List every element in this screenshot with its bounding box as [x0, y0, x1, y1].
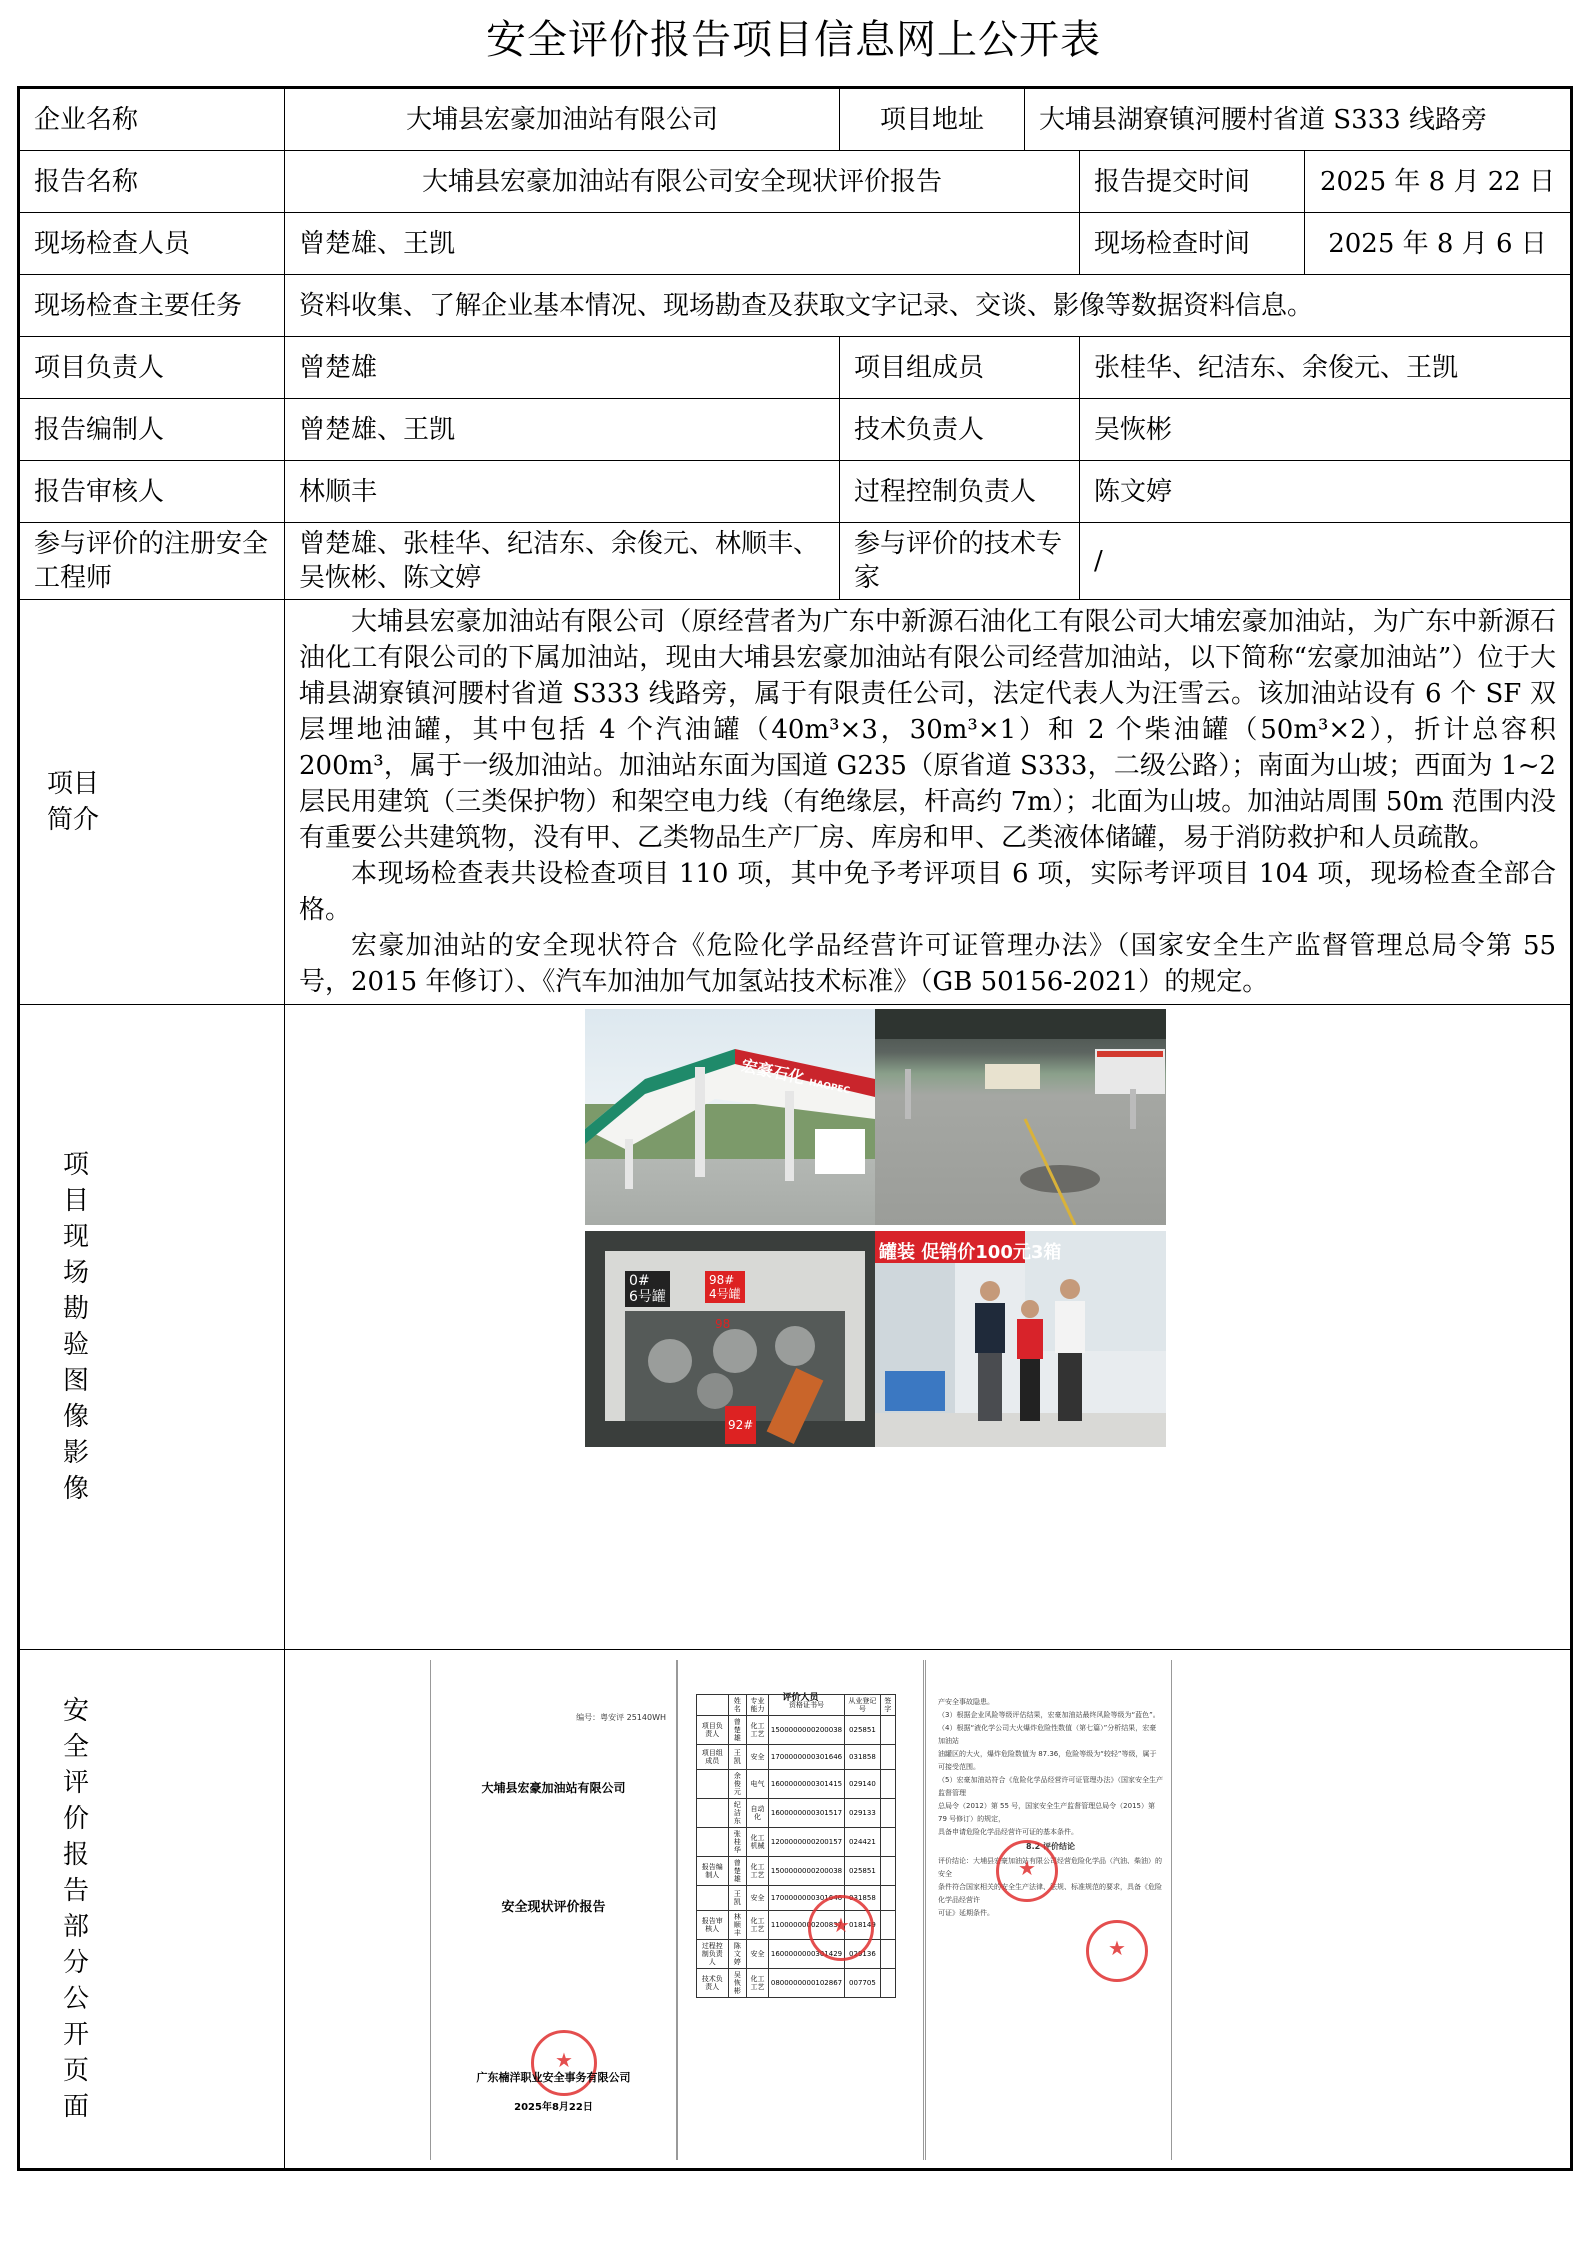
evaluators-cell: 007705: [845, 1969, 881, 1998]
photo-tank-manholes: [585, 1231, 875, 1447]
task-label: 现场检查主要任务: [19, 275, 285, 337]
tech-value: 吴恢彬: [1080, 399, 1572, 461]
evaluators-cell: [880, 1857, 895, 1886]
evaluators-cell: 029133: [845, 1799, 881, 1828]
evaluators-row: [697, 1770, 896, 1799]
evaluators-header-cell: 姓名: [728, 1695, 747, 1716]
evaluators-cell: 031858: [845, 1886, 881, 1911]
page-title: 安全评价报告项目信息网上公开表: [486, 17, 1101, 63]
evaluators-cell: [880, 1940, 895, 1969]
evaluators-cell: [697, 1886, 729, 1911]
evaluators-cell: 1500000000200038: [768, 1857, 844, 1886]
evaluators-header-cell: 签字: [880, 1695, 895, 1716]
address-label: 项目地址: [840, 88, 1025, 151]
evaluators-cell: 1100000000200837: [768, 1911, 844, 1940]
row-inspectors: [19, 213, 1572, 275]
evaluators-cell: [880, 1799, 895, 1828]
evaluators-row: [697, 1857, 896, 1886]
intro-text: [285, 600, 1572, 1005]
evaluators-cell: [880, 1969, 895, 1998]
company-value: 大埔县宏豪加油站有限公司: [285, 88, 840, 151]
cover-issuer: 广东楠洋职业安全事务有限公司: [476, 2071, 631, 2084]
reviewer-value: 林顺丰: [285, 461, 840, 523]
evaluators-cell: 024421: [845, 1828, 881, 1857]
evaluators-cell: 化工工艺: [747, 1857, 769, 1886]
evaluators-cell: 报告编制人: [697, 1857, 729, 1886]
experts-label: 参与评价的技术专家: [840, 523, 1080, 600]
company-label: 企业名称: [19, 88, 285, 151]
evaluators-cell: 电气: [747, 1770, 769, 1799]
evaluators-cell: 曾楚雄: [728, 1857, 747, 1886]
evaluators-cell: 项目负责人: [697, 1716, 729, 1745]
evaluators-cell: 025851: [845, 1716, 881, 1745]
evaluators-cell: [880, 1716, 895, 1745]
evaluators-row: [697, 1799, 896, 1828]
intro-paragraph-2: 本现场检查表共设检查项目 110 项，其中免予考评项目 6 项，实际考评项目 104 项，现场检查全部合格。: [299, 859, 1557, 925]
report-pages-cell: [285, 1650, 1572, 2170]
conclusion-line: 可证》延期条件。: [938, 1909, 994, 1917]
tank-label-92: 92#: [725, 1406, 756, 1444]
engineers-label: 参与评价的注册安全工程师: [19, 523, 285, 600]
row-photos: [19, 1005, 1572, 1650]
task-value: 资料收集、了解企业基本情况、现场勘查及获取文字记录、交谈、影像等数据资料信息。: [285, 275, 1572, 337]
tank-label-0: 0# 6号罐: [625, 1271, 670, 1307]
photos-label: 项目现场勘验图像影像: [19, 1005, 285, 1650]
row-leader: [19, 337, 1572, 399]
cover-company: 大埔县宏豪加油站有限公司: [481, 1781, 626, 1795]
evaluators-cell: 林顺丰: [728, 1911, 747, 1940]
conclusion-line: 产安全事故隐患。: [938, 1698, 994, 1706]
photo-forecourt: [875, 1009, 1166, 1225]
evaluators-cell: 自动化: [747, 1799, 769, 1828]
conclusion-seal-1: [996, 1840, 1058, 1902]
row-company: [19, 88, 1572, 151]
evaluators-cell: 1500000000200038: [768, 1716, 844, 1745]
evaluators-cell: 王 凯: [728, 1886, 747, 1911]
canopy-brand-sign: 宏豪石化 HAOPEC: [739, 1055, 851, 1097]
inspectors-label: 现场检查人员: [19, 213, 285, 275]
photo-convenience-store: [875, 1231, 1166, 1447]
evaluators-cell: 1700000000301646: [768, 1745, 844, 1770]
sign-page-title: 评价人员: [782, 1693, 819, 1703]
leader-value: 曾楚雄: [285, 337, 840, 399]
evaluators-cell: 化工工艺: [747, 1716, 769, 1745]
evaluators-cell: 1600000000301429: [768, 1940, 844, 1969]
evaluators-cell: 安全: [747, 1940, 769, 1969]
evaluators-header-cell: 从业登记号: [845, 1695, 881, 1716]
photos-cell: [285, 1005, 1572, 1650]
evaluators-cell: [880, 1911, 895, 1940]
signature-page-seal: [808, 1895, 874, 1961]
evaluators-row: [697, 1828, 896, 1857]
process-label: 过程控制负责人: [840, 461, 1080, 523]
tank-label-98-b: 98: [715, 1317, 731, 1331]
evaluators-row: [697, 1969, 896, 1998]
row-report-name: [19, 151, 1572, 213]
evaluators-header-cell: [697, 1695, 729, 1716]
evaluators-cell: [697, 1828, 729, 1857]
intro-label: 项目简介: [19, 600, 285, 1005]
tech-label: 技术负责人: [840, 399, 1080, 461]
evaluators-header-row: [697, 1695, 896, 1716]
evaluators-cell: 025851: [845, 1857, 881, 1886]
report-cover-page: [430, 1660, 677, 2160]
evaluators-cell: 1600000000301415: [768, 1770, 844, 1799]
evaluators-cell: 化工机械: [747, 1828, 769, 1857]
evaluators-cell: [880, 1886, 895, 1911]
evaluators-header-cell: 资格证书号: [768, 1695, 844, 1716]
row-reviewer: [19, 461, 1572, 523]
evaluators-cell: 018149: [845, 1911, 881, 1940]
row-task: [19, 275, 1572, 337]
evaluators-cell: 技术负责人: [697, 1969, 729, 1998]
evaluators-cell: 报告审核人: [697, 1911, 729, 1940]
conclusion-heading: 8.2 评价结论: [1026, 1842, 1075, 1851]
intro-paragraph-1: 大埔县宏豪加油站有限公司（原经营者为广东中新源石油化工有限公司大埔宏豪加油站，为广东中新源石油化工有限公司的下属加油站，现由大埔县宏豪加油站有限公司经营加油站，以下简称“宏豪加油站”）位于大埔县湖寮镇河腰村省道 S333 线路旁，属于有限责任公司，法定代表人为汪雪云。该加油站设有 6 个 SF 双层埋地油罐，其中包括 4 个汽油罐（40m³×3，30m³×1）和 2 个柴油罐（50m³×2），折计总容积 200m³，属于一级加油站。加油站东面为国道 G235（原省道 S333，二级公路）；南面为山坡；西面为 1~2 层民用建筑（三类保护物）和架空电力线（有绝缘层，杆高约 7m）；北面为山坡。加油站周围 50m 范围内没有重要公共建筑物，没有甲、乙类物品生产厂房、库房和甲、乙类液体储罐，易于消防救护和人员疏散。: [299, 607, 1557, 853]
evaluators-cell: 王 凯: [728, 1745, 747, 1770]
evaluators-cell: [880, 1745, 895, 1770]
evaluators-cell: [880, 1828, 895, 1857]
inspectors-value: 曾楚雄、王凯: [285, 213, 1080, 275]
experts-value: /: [1080, 523, 1572, 600]
cover-number: 编号：粤安评 25140WH: [576, 1713, 666, 1722]
evaluators-cell: 031858: [845, 1745, 881, 1770]
evaluators-cell: 项目组成员: [697, 1745, 729, 1770]
evaluators-cell: 0800000000102867: [768, 1969, 844, 1998]
evaluators-cell: 安全: [747, 1745, 769, 1770]
info-table: [17, 86, 1573, 2171]
evaluators-cell: 1600000000301517: [768, 1799, 844, 1828]
photo-canopy: [585, 1009, 875, 1225]
report-pages-label: 安全评价报告部分公开页面: [19, 1650, 285, 2170]
evaluators-cell: 曾楚雄: [728, 1716, 747, 1745]
evaluators-cell: 张桂华: [728, 1828, 747, 1857]
evaluators-cell: 1200000000200157: [768, 1828, 844, 1857]
evaluators-cell: [697, 1799, 729, 1828]
process-value: 陈文婷: [1080, 461, 1572, 523]
row-engineers: [19, 523, 1572, 600]
writer-label: 报告编制人: [19, 399, 285, 461]
writer-value: 曾楚雄、王凯: [285, 399, 840, 461]
engineers-value: 曾楚雄、张桂华、纪洁东、余俊元、林顺丰、吴恢彬、陈文婷: [285, 523, 840, 600]
evaluators-cell: 029140: [845, 1770, 881, 1799]
shop-promo-banner: 罐装 促销价100元3箱: [879, 1242, 1062, 1263]
evaluators-header-cell: 专业能力: [747, 1695, 769, 1716]
cover-title: 安全现状评价报告: [501, 1900, 606, 1915]
evaluators-cell: 纪洁东: [728, 1799, 747, 1828]
reviewer-label: 报告审核人: [19, 461, 285, 523]
intro-paragraph-3: 宏豪加油站的安全现状符合《危险化学品经营许可证管理办法》（国家安全生产监督管理总局令第 55 号，2015 年修订）、《汽车加油加气加氢站技术标准》（GB 50156-2021）的规定。: [299, 931, 1557, 997]
report-name-value: 大埔县宏豪加油站有限公司安全现状评价报告: [285, 151, 1080, 213]
evaluators-row: [697, 1716, 896, 1745]
conclusion-line: 评价结论：大埔县宏豪加油站有限公司经营危险化学品（汽油、柴油）的安全: [938, 1857, 1162, 1878]
evaluators-cell: 吴恢彬: [728, 1969, 747, 1998]
row-writer: [19, 399, 1572, 461]
row-intro: [19, 600, 1572, 1005]
evaluators-cell: 过程控制负责人: [697, 1940, 729, 1969]
evaluators-cell: 化工工艺: [747, 1911, 769, 1940]
submit-time-label: 报告提交时间: [1080, 151, 1305, 213]
leader-label: 项目负责人: [19, 337, 285, 399]
evaluators-cell: [880, 1770, 895, 1799]
evaluators-row: [697, 1745, 896, 1770]
conclusion-line: 总局令（2012）第 55 号，国家安全生产监督管理总局令（2015）第 79 号修订）的规定，: [938, 1802, 1155, 1823]
evaluators-cell: 029136: [845, 1940, 881, 1969]
report-name-label: 报告名称: [19, 151, 285, 213]
members-value: 张桂华、纪洁东、余俊元、王凯: [1080, 337, 1572, 399]
address-value: 大埔县湖寮镇河腰村省道 S333 线路旁: [1025, 88, 1572, 151]
tank-label-98: 98# 4号罐: [705, 1271, 745, 1303]
conclusion-line: 条件符合国家相关的安全生产法律、法规、标准规范的要求，具备《危险化学品经营许: [938, 1883, 1162, 1904]
report-signature-page: [677, 1660, 924, 2160]
evaluators-cell: 化工工艺: [747, 1969, 769, 1998]
submit-time-value: 2025 年 8 月 22 日: [1305, 151, 1572, 213]
conclusion-line: 油罐区的大火，爆炸危险数值为 87.36，危险等级为“较轻”等级，属于可接受范围。: [938, 1750, 1157, 1771]
evaluators-cell: 1700000000301646: [768, 1886, 844, 1911]
conclusion-line: （5）宏豪加油站符合《危险化学品经营许可证管理办法》（国家安全生产监督管理: [938, 1776, 1163, 1797]
evaluators-table: [696, 1694, 896, 1998]
inspect-time-value: 2025 年 8 月 6 日: [1305, 213, 1572, 275]
conclusion-line: 具备申请危险化学品经营许可证的基本条件。: [938, 1828, 1078, 1836]
report-conclusion-page: [925, 1660, 1172, 2160]
evaluators-cell: 余俊元: [728, 1770, 747, 1799]
evaluators-cell: 安全: [747, 1886, 769, 1911]
members-label: 项目组成员: [840, 337, 1080, 399]
evaluators-cell: 陈文婷: [728, 1940, 747, 1969]
evaluators-cell: [697, 1770, 729, 1799]
conclusion-line: （3）根据企业风险等级评估结果，宏豪加油站最终风险等级为“蓝色”。: [938, 1711, 1160, 1719]
conclusion-seal-2: [1086, 1920, 1148, 1982]
row-report-pages: [19, 1650, 1572, 2170]
inspect-time-label: 现场检查时间: [1080, 213, 1305, 275]
conclusion-line: （4）根据“液化学公司大火爆炸危险性数值（第七篇）”分析结果，宏豪加油站: [938, 1724, 1157, 1745]
cover-date: 2025年8月22日: [514, 2102, 593, 2113]
